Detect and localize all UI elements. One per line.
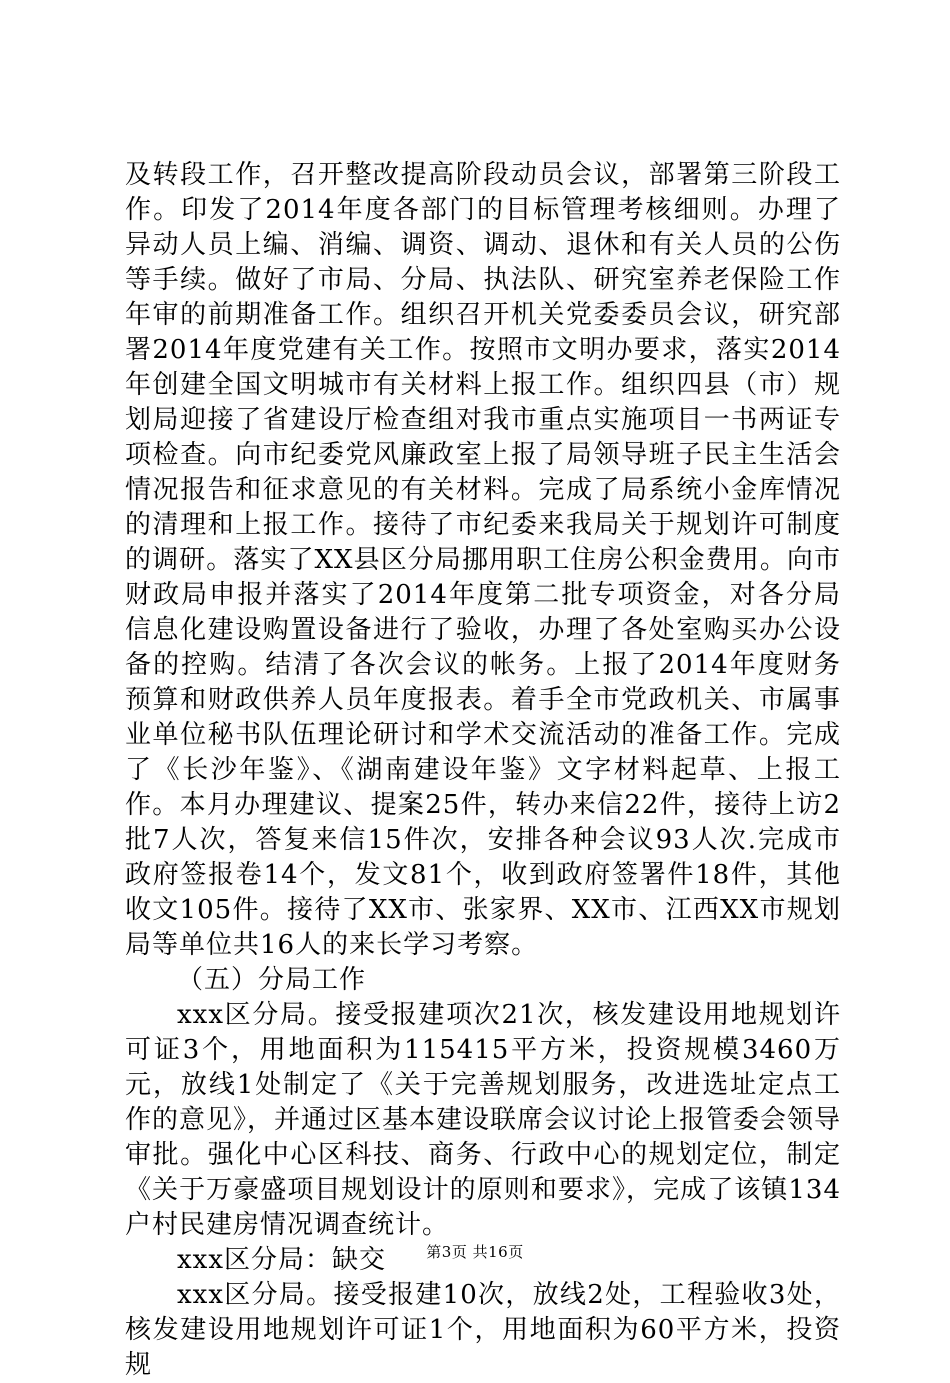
paragraph-branch-three: xxx区分局。接受报建10次，放线2处，工程验收3处，核发建设用地规划许可证1个，用地面积为60平方米，投资规	[125, 1280, 841, 1380]
document-body	[125, 158, 841, 1383]
paragraph-office-work: 及转段工作，召开整改提高阶段动员会议，部署第三阶段工作。印发了2014年度各部门的目标管理考核细则。办理了异动人员上编、消编、调资、调动、退休和有关人员的公伤等手续。做好了市局、分局、执法队、研究室养老保险工作年审的前期准备工作。组织召开机关党委委员会议，研究部署2014年度党建有关工作。按照市文明办要求，落实2014年创建全国文明城市有关材料上报工作。组织四县（市）规划局迎接了省建设厅检查组对我市重点实施项目一书两证专项检查。向市纪委党风廉政室上报了局领导班子民主生活会情况报告和征求意见的有关材料。完成了局系统小金库情况的清理和上报工作。接待了市纪委来我局关于规划许可制度的调研。落实了XX县区分局挪用职工住房公积金费用。向市财政局申报并落实了2014年度第二批专项资金，对各分局信息化建设购置设备进行了验收，办理了各处室购买办公设备的控购。结清了各次会议的帐务。上报了2014年度财务预算和财政供养人员年度报表。着手全市党政机关、市属事业单位秘书队伍理论研讨和学术交流活动的准备工作。完成了《长沙年鉴》、《湖南建设年鉴》文字材料起草、上报工作。本月办理建议、提案25件，转办来信22件，接待上访2批7人次，答复来信15件次，安排各种会议93人次.完成市政府签报卷14个，发文81个，收到政府签署件18件，其他收文105件。接待了XX市、张家界、XX市、江西XX市规划局等单位共16人的来长学习考察。	[125, 160, 841, 960]
paragraph-branch-one: xxx区分局。接受报建项次21次，核发建设用地规划许可证3个，用地面积为115415平方米，投资规模3460万元，放线1处制定了《关于完善规划服务，改进选址定点工作的意见》，并通过区基本建设联席会议讨论上报管委会领导审批。强化中心区科技、商务、行政中心的规划定位，制定《关于万豪盛项目规划设计的原则和要求》，完成了该镇134户村民建房情况调查统计。	[125, 1000, 842, 1240]
paragraph-branch-two: xxx区分局：缺交	[177, 1245, 386, 1275]
page-number-footer: 第3页 共16页	[426, 1243, 524, 1261]
section-heading-branch-work: （五）分局工作	[177, 965, 367, 995]
